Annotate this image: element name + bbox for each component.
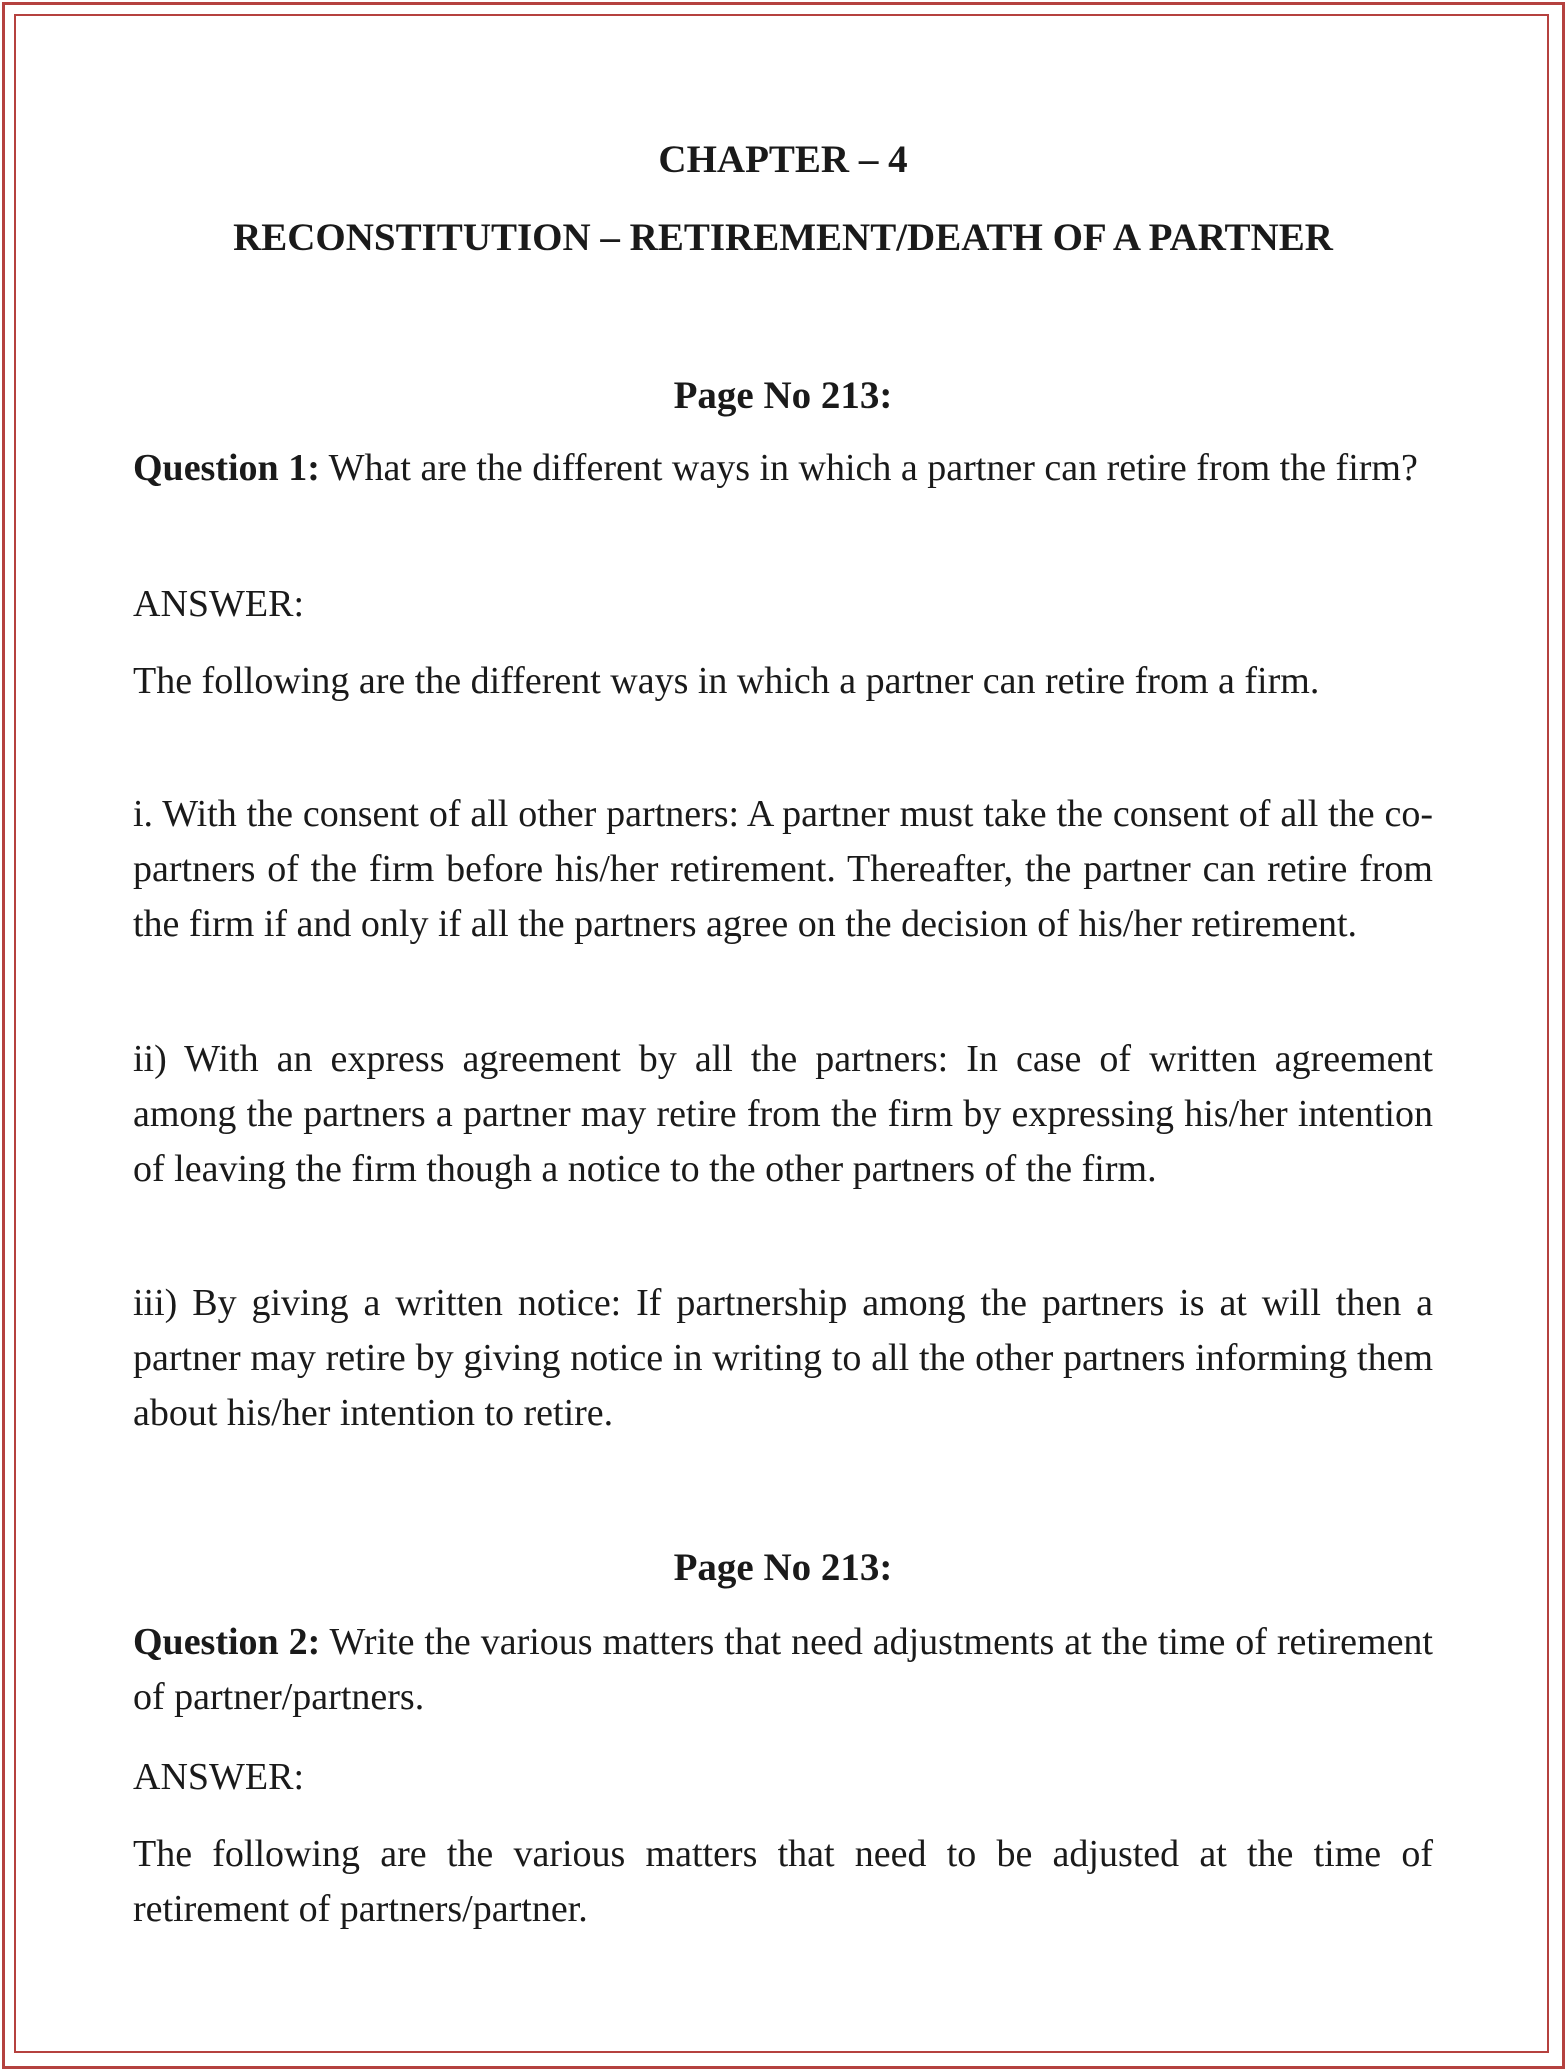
chapter-number: CHAPTER – 4 — [658, 138, 908, 181]
answer-label: ANSWER: — [133, 583, 304, 625]
chapter-title: RECONSTITUTION – RETIREMENT/DEATH OF A PARTNER — [233, 216, 1333, 259]
question-label: Question 1: — [133, 447, 320, 489]
answer-paragraph: The following are the various matters that need to be adjusted at the time of retirement of partners/partner. — [133, 1833, 1433, 1930]
answer-paragraph: iii) By giving a written notice: If partnership among the partners is at will then a partner may retire by giving notice in writing to all the other partners informing them about his/her intention to retire. — [133, 1282, 1433, 1434]
question-1 — [133, 441, 1433, 496]
page-number-heading: Page No 213: — [673, 374, 893, 417]
question-text: Write the various matters that need adjustments at the time of retirement of partner/partners. — [133, 1621, 1433, 1718]
answer-label: ANSWER: — [133, 1756, 304, 1798]
answer-paragraph: ii) With an express agreement by all the partners: In case of written agreement among the partners a partner may retire from the firm by expressing his/her intention of leaving the firm though a notice to the other partners of the firm. — [133, 1038, 1433, 1190]
question-label: Question 2: — [133, 1621, 321, 1663]
answer-paragraph: The following are the different ways in which a partner can retire from a firm. — [133, 660, 1320, 702]
page-number-heading: Page No 213: — [673, 1546, 893, 1589]
question-2 — [133, 1615, 1433, 1725]
question-text: What are the different ways in which a partner can retire from the firm? — [319, 447, 1418, 489]
answer-paragraph: i. With the consent of all other partners: A partner must take the consent of all the co-partners of the firm before his/her retirement. Thereafter, the partner can retire from the firm if and only if all the partners agree on the decision of his/her retirement. — [133, 793, 1433, 945]
